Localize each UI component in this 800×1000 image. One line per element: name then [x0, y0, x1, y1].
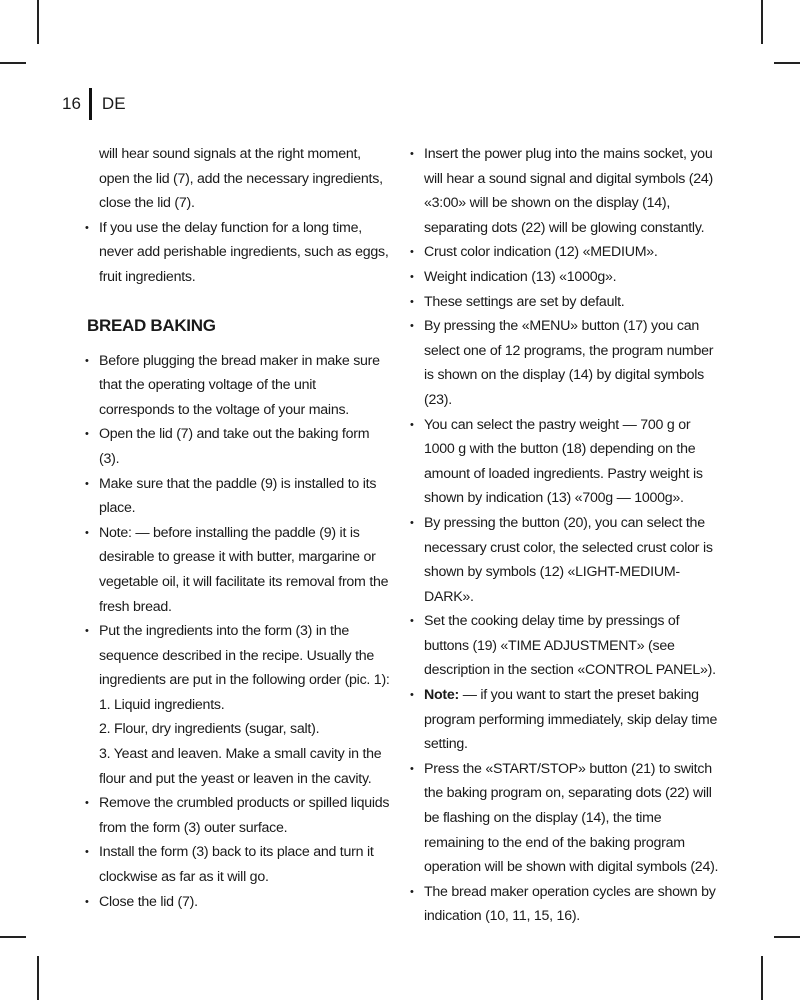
list-item-text: Close the lid (7).	[99, 893, 198, 910]
list-item-text: Install the form (3) back to its place and turn it clockwise as far as it will go.	[99, 844, 374, 886]
list-item-text: Insert the power plug into the mains socket, you will hear a sound signal and digital symbols (24) «3:00» will be shown on the display (14), separating dots (22) will be glowing constantly.	[424, 146, 713, 236]
list-item-text: By pressing the button (20), you can select the necessary crust color, the selected crust color is shown by symbols (12) «LIGHT-MEDIUM-DARK».	[424, 514, 713, 605]
bullet-icon: •	[85, 354, 89, 367]
list-item-text: Crust color indication (12) «MEDIUM».	[424, 244, 658, 261]
bullet-icon: •	[85, 625, 89, 638]
bullet-icon: •	[410, 295, 414, 308]
list-item	[410, 314, 720, 412]
list-item	[410, 609, 720, 683]
crop-mark-bottom-left-vertical	[37, 956, 39, 1000]
bullet-icon: •	[410, 689, 414, 702]
list-item	[410, 265, 720, 290]
bullet-icon: •	[410, 615, 414, 628]
bullet-icon: •	[85, 428, 89, 441]
list-item	[410, 413, 720, 511]
list-item-text: Open the lid (7) and take out the baking form (3).	[99, 426, 370, 467]
list-item-text: Note: — before installing the paddle (9) it is desirable to grease it with butter, margarine or vegetable oil, it will facilitate its removal from the fresh bread.	[99, 524, 389, 615]
bullet-icon: •	[410, 270, 414, 283]
bullet-icon: •	[410, 885, 414, 898]
crop-mark-bottom-right-horizontal	[774, 936, 800, 938]
list-item-text: By pressing the «MENU» button (17) you can select one of 12 programs, the program number is shown on the display (14) by digital symbols (23).	[424, 318, 714, 408]
bullet-icon: •	[410, 762, 414, 775]
bullet-icon: •	[410, 516, 414, 529]
bullet-icon: •	[85, 526, 89, 539]
list-item	[410, 880, 720, 929]
left-column	[85, 142, 390, 914]
list-item	[85, 216, 390, 290]
crop-mark-top-right-horizontal	[774, 62, 800, 64]
list-item-text: Remove the crumbled products or spilled liquids from the form (3) outer surface.	[99, 795, 390, 836]
list-item	[410, 290, 720, 315]
crop-mark-top-right-vertical	[761, 0, 763, 44]
list-item-text: Make sure that the paddle (9) is installed to its place.	[99, 475, 377, 517]
ordered-step: 2. Flour, dry ingredients (sugar, salt).	[99, 721, 320, 738]
list-item	[85, 521, 390, 619]
crop-mark-bottom-left-horizontal	[0, 936, 26, 938]
list-item-text: If you use the delay function for a long time, never add perishable ingredients, such as eggs, fruit ingredients.	[99, 219, 389, 285]
list-item-text: Set the cooking delay time by pressings of buttons (19) «TIME ADJUSTMENT» (see description in the section «CONTROL PANEL»).	[424, 613, 716, 679]
page-number: 16	[62, 94, 81, 113]
crop-mark-top-left-horizontal	[0, 62, 26, 64]
list-item	[85, 890, 390, 915]
crop-mark-top-left-vertical	[37, 0, 39, 44]
bullet-icon: •	[85, 797, 89, 810]
bullet-icon: •	[85, 221, 89, 234]
list-item-text: Weight indication (13) «1000g».	[424, 268, 617, 285]
list-item-text: You can select the pastry weight — 700 g or 1000 g with the button (18) depending on the amount of loaded ingredients. Pastry weight is shown by indication (13) «700g — 1000g».	[424, 416, 703, 507]
list-item-text: These settings are set by default.	[424, 293, 625, 310]
continuation-text: will hear sound signals at the right moment, open the lid (7), add the necessary ingredients, close the lid (7).	[99, 146, 383, 212]
list-item	[85, 619, 390, 693]
ordered-step: 3. Yeast and leaven. Make a small cavity in the flour and put the yeast or leaven in the cavity.	[99, 746, 382, 787]
crop-mark-bottom-right-vertical	[761, 956, 763, 1000]
note-label: Note:	[424, 687, 460, 704]
bullet-icon: •	[85, 477, 89, 490]
list-item	[85, 422, 390, 471]
list-item	[85, 472, 390, 521]
bullet-icon: •	[410, 320, 414, 333]
list-item-text: Before plugging the bread maker in make sure that the operating voltage of the unit corresponds to the voltage of your mains.	[99, 352, 380, 418]
list-item	[410, 511, 720, 609]
list-item	[85, 840, 390, 889]
bullet-icon: •	[85, 895, 89, 908]
list-item-text: The bread maker operation cycles are shown by indication (10, 11, 15, 16).	[424, 883, 716, 925]
list-item-text: Press the «START/STOP» button (21) to switch the baking program on, separating dots (22) will be flashing on the display (14), the time remaining to the end of the baking program operation will be shown with digital symbols (24).	[424, 760, 719, 876]
page-header	[62, 88, 126, 120]
right-column	[410, 142, 720, 929]
note-text: — if you want to start the preset baking program performing immediately, skip delay time setting.	[424, 687, 718, 753]
list-item	[85, 791, 390, 840]
language-label: DE	[101, 94, 126, 113]
continuation-paragraph	[85, 142, 390, 216]
bullet-icon: •	[410, 148, 414, 160]
list-item	[410, 240, 720, 265]
bullet-icon: •	[410, 246, 414, 259]
bullet-icon: •	[410, 418, 414, 431]
ordered-step: 1. Liquid ingredients.	[99, 696, 225, 713]
bullet-icon: •	[85, 846, 89, 859]
note-item	[410, 683, 720, 757]
list-item-text: Put the ingredients into the form (3) in the sequence described in the recipe. Usually the ingredients are put in the following order (pic. 1):	[99, 623, 390, 689]
list-item	[410, 142, 720, 240]
list-item	[410, 757, 720, 880]
list-item	[85, 349, 390, 423]
section-title: BREAD BAKING	[87, 315, 216, 335]
